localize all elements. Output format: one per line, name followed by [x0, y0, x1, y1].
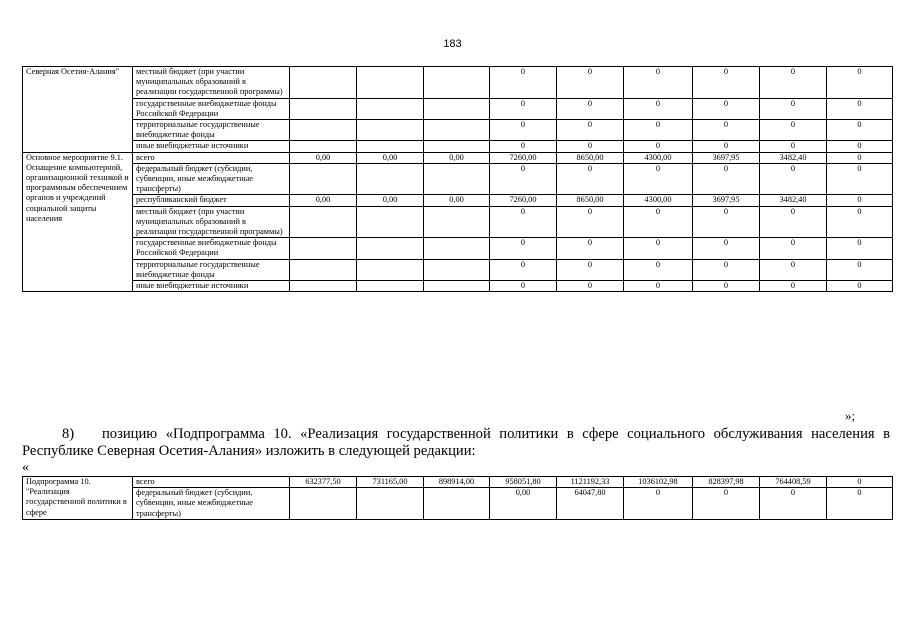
instruction-number: 8) — [62, 426, 75, 442]
value-cell — [290, 281, 357, 292]
funding-source-cell: местный бюджет (при участии муниципальных образований в реализации государственной программы) — [133, 67, 290, 99]
table-row — [23, 259, 893, 280]
funding-source-cell: федеральный бюджет (субсидии, субвенции, иные межбюджетные трансферты) — [133, 488, 290, 520]
value-cell: 731165,00 — [357, 477, 424, 488]
value-cell: 0 — [490, 206, 557, 238]
value-cell — [290, 206, 357, 238]
value-cell: 0 — [693, 67, 760, 99]
value-cell — [357, 120, 424, 141]
value-cell: 0 — [624, 238, 693, 259]
table-row — [23, 238, 893, 259]
value-cell — [357, 67, 424, 99]
value-cell: 3482,40 — [760, 152, 827, 163]
funding-source-cell: территориальные государственные внебюджетные фонды — [133, 259, 290, 280]
funding-source-cell: всего — [133, 152, 290, 163]
value-cell: 0 — [624, 488, 693, 520]
value-cell — [357, 259, 424, 280]
value-cell: 0 — [693, 259, 760, 280]
value-cell: 898914,00 — [424, 477, 490, 488]
value-cell: 0,00 — [290, 195, 357, 206]
instruction-text: позицию «Подпрограмма 10. «Реализация государственной политики в сфере социального обслуживания населения в Республике Северная Осетия-Алания» изложить в следующей редакции: — [22, 426, 890, 459]
value-cell: 0 — [490, 163, 557, 195]
value-cell: 0 — [490, 259, 557, 280]
table-row — [23, 141, 893, 152]
value-cell: 0 — [624, 259, 693, 280]
table-row — [23, 98, 893, 119]
value-cell — [424, 281, 490, 292]
value-cell: 0,00 — [424, 152, 490, 163]
value-cell: 0 — [760, 98, 827, 119]
table-row — [23, 67, 893, 99]
value-cell: 0 — [760, 120, 827, 141]
value-cell: 0 — [490, 67, 557, 99]
value-cell: 0 — [624, 141, 693, 152]
table-row — [23, 120, 893, 141]
value-cell: 0 — [557, 163, 624, 195]
value-cell: 0 — [557, 98, 624, 119]
value-cell: 0 — [557, 141, 624, 152]
value-cell: 0 — [693, 238, 760, 259]
value-cell: 1036102,98 — [624, 477, 693, 488]
budget-table-bottom — [22, 476, 893, 520]
funding-source-cell: федеральный бюджет (субсидии, субвенции, иные межбюджетные трансферты) — [133, 163, 290, 195]
value-cell: 632377,50 — [290, 477, 357, 488]
value-cell: 0,00 — [424, 195, 490, 206]
value-cell — [424, 206, 490, 238]
value-cell: 0 — [827, 488, 893, 520]
value-cell: 0 — [490, 281, 557, 292]
budget-table-top — [22, 66, 893, 292]
instruction-paragraph — [22, 426, 890, 460]
value-cell: 0 — [490, 98, 557, 119]
value-cell — [290, 67, 357, 99]
value-cell — [357, 238, 424, 259]
value-cell: 3697,95 — [693, 195, 760, 206]
value-cell — [424, 163, 490, 195]
subprogram-title-cell: Подпрограмма 10. "Реализация государственной политики в сфере — [23, 477, 133, 520]
table-row — [23, 152, 893, 163]
value-cell — [424, 98, 490, 119]
value-cell — [424, 141, 490, 152]
value-cell: 0 — [624, 281, 693, 292]
funding-source-cell: территориальные государственные внебюджетные фонды — [133, 120, 290, 141]
value-cell: 0 — [624, 120, 693, 141]
value-cell: 828397,98 — [693, 477, 760, 488]
value-cell: 0 — [624, 206, 693, 238]
funding-source-cell: республиканский бюджет — [133, 195, 290, 206]
value-cell: 0 — [624, 98, 693, 119]
value-cell: 8650,00 — [557, 152, 624, 163]
closing-quote-mark: »; — [845, 408, 856, 423]
value-cell — [424, 259, 490, 280]
value-cell: 0 — [693, 98, 760, 119]
table-row — [23, 477, 893, 488]
value-cell: 1121192,33 — [557, 477, 624, 488]
value-cell: 0 — [760, 281, 827, 292]
value-cell: 958051,80 — [490, 477, 557, 488]
value-cell — [357, 98, 424, 119]
value-cell: 0 — [693, 281, 760, 292]
value-cell: 0 — [827, 98, 893, 119]
value-cell — [290, 163, 357, 195]
value-cell: 0 — [827, 163, 893, 195]
value-cell — [357, 281, 424, 292]
value-cell: 64047,80 — [557, 488, 624, 520]
value-cell — [424, 67, 490, 99]
value-cell: 0,00 — [490, 488, 557, 520]
table-row — [23, 195, 893, 206]
value-cell — [290, 120, 357, 141]
value-cell — [290, 238, 357, 259]
value-cell: 0 — [760, 259, 827, 280]
value-cell — [290, 98, 357, 119]
value-cell: 0 — [827, 152, 893, 163]
value-cell: 0 — [624, 163, 693, 195]
value-cell — [290, 141, 357, 152]
value-cell: 8650,00 — [557, 195, 624, 206]
value-cell: 0 — [827, 259, 893, 280]
value-cell — [290, 488, 357, 520]
value-cell: 0 — [827, 141, 893, 152]
value-cell: 0 — [490, 141, 557, 152]
program-name-cell: Основное мероприятие 9.1. Оснащение компьютерной, организационной техникой и программным обеспечением органов и учреждений социальной защиты населения — [23, 152, 133, 292]
value-cell: 4300,00 — [624, 195, 693, 206]
value-cell: 0 — [557, 281, 624, 292]
value-cell: 3482,40 — [760, 195, 827, 206]
value-cell — [357, 488, 424, 520]
value-cell — [357, 163, 424, 195]
value-cell: 0 — [693, 141, 760, 152]
value-cell: 0 — [557, 67, 624, 99]
opening-quote-mark: « — [22, 460, 29, 475]
funding-source-cell: всего — [133, 477, 290, 488]
value-cell: 0 — [760, 141, 827, 152]
value-cell: 0 — [693, 120, 760, 141]
value-cell: 0 — [827, 120, 893, 141]
value-cell: 0 — [827, 238, 893, 259]
value-cell: 4300,00 — [624, 152, 693, 163]
table-row — [23, 163, 893, 195]
value-cell: 3697,95 — [693, 152, 760, 163]
value-cell: 0 — [557, 238, 624, 259]
value-cell — [424, 238, 490, 259]
value-cell: 764408,59 — [760, 477, 827, 488]
funding-source-cell: государственные внебюджетные фонды Российской Федерации — [133, 98, 290, 119]
value-cell: 0,00 — [357, 152, 424, 163]
table-row — [23, 488, 893, 520]
value-cell: 0 — [557, 206, 624, 238]
funding-source-cell: иные внебюджетные источники — [133, 141, 290, 152]
funding-source-cell: иные внебюджетные источники — [133, 281, 290, 292]
value-cell: 0,00 — [357, 195, 424, 206]
value-cell: 0 — [827, 67, 893, 99]
value-cell: 0 — [760, 67, 827, 99]
value-cell — [424, 120, 490, 141]
value-cell: 0 — [693, 206, 760, 238]
value-cell: 0,00 — [290, 152, 357, 163]
value-cell: 0 — [827, 206, 893, 238]
value-cell — [357, 206, 424, 238]
value-cell: 0 — [557, 259, 624, 280]
table-row — [23, 206, 893, 238]
value-cell: 0 — [693, 163, 760, 195]
value-cell: 7260,00 — [490, 152, 557, 163]
value-cell: 0 — [760, 206, 827, 238]
value-cell: 0 — [693, 488, 760, 520]
value-cell: 0 — [827, 195, 893, 206]
funding-source-cell: местный бюджет (при участии муниципальных образований в реализации государственной программы) — [133, 206, 290, 238]
value-cell: 0 — [557, 120, 624, 141]
table-row — [23, 281, 893, 292]
value-cell: 0 — [760, 238, 827, 259]
page-number: 183 — [443, 38, 462, 50]
value-cell: 0 — [624, 67, 693, 99]
value-cell — [424, 488, 490, 520]
value-cell: 0 — [490, 238, 557, 259]
value-cell: 0 — [760, 488, 827, 520]
value-cell — [357, 141, 424, 152]
value-cell: 7260,00 — [490, 195, 557, 206]
value-cell: 0 — [827, 477, 893, 488]
value-cell — [290, 259, 357, 280]
funding-source-cell: государственные внебюджетные фонды Российской Федерации — [133, 238, 290, 259]
program-name-cell: Северная Осетия-Алания" — [23, 67, 133, 153]
value-cell: 0 — [827, 281, 893, 292]
value-cell: 0 — [760, 163, 827, 195]
value-cell: 0 — [490, 120, 557, 141]
